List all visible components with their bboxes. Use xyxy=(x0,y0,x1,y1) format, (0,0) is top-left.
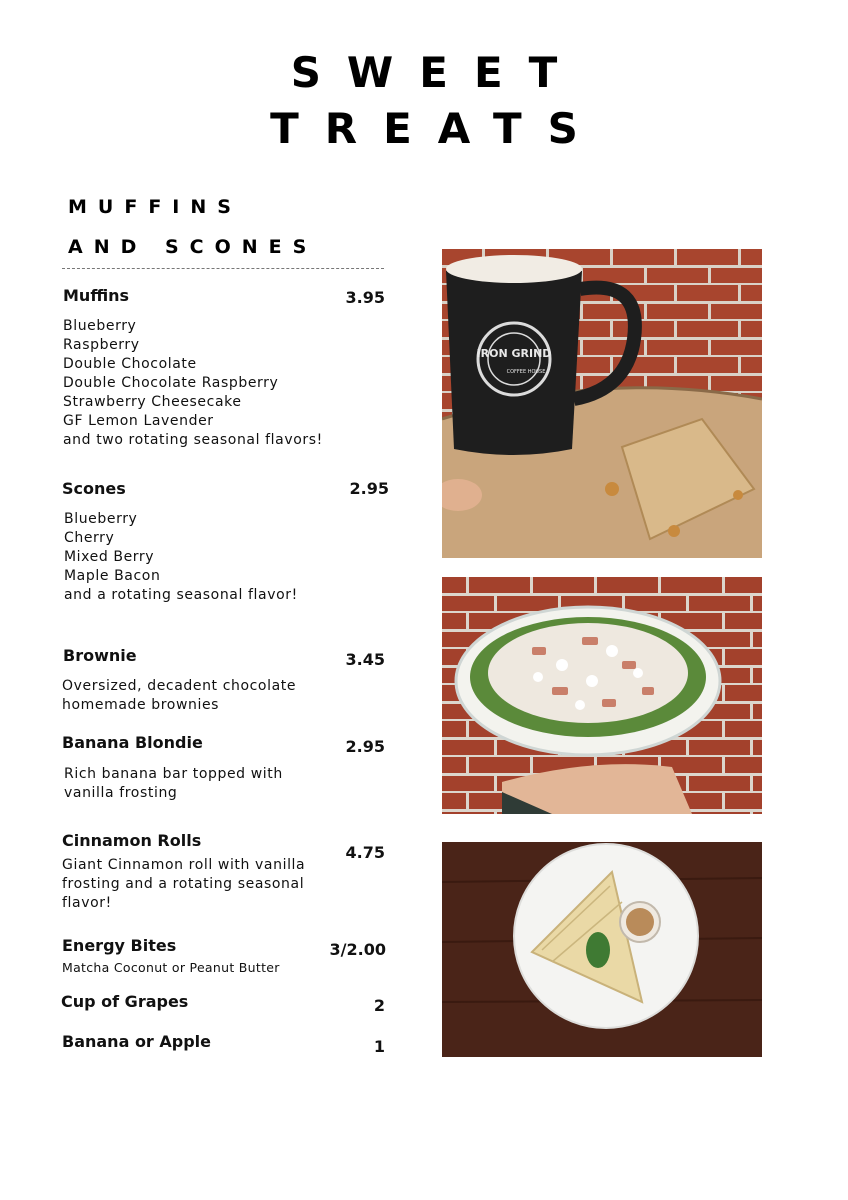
description-line: Rich banana bar topped with xyxy=(64,766,283,782)
banana-blondie-description xyxy=(64,765,283,803)
mug-logo-text: IRON GRIND xyxy=(476,347,552,360)
item-price-banana-or-apple: 1 xyxy=(373,1037,385,1056)
list-item: and a rotating seasonal flavor! xyxy=(64,587,298,603)
list-item: Strawberry Cheesecake xyxy=(63,394,242,410)
item-name-muffins: Muffins xyxy=(63,286,130,305)
brownie-description xyxy=(62,677,296,715)
section-divider xyxy=(62,268,384,269)
item-name-scones: Scones xyxy=(62,479,126,498)
item-price-cup-of-grapes: 2 xyxy=(373,996,385,1015)
item-name-banana-blondie: Banana Blondie xyxy=(62,733,203,752)
list-item: GF Lemon Lavender xyxy=(63,413,214,429)
item-price-banana-blondie: 2.95 xyxy=(345,737,385,756)
description-line: frosting and a rotating seasonal xyxy=(62,876,305,892)
list-item: Cherry xyxy=(64,530,115,546)
list-item: Raspberry xyxy=(63,337,140,353)
list-item: Mixed Berry xyxy=(64,549,155,565)
list-item: Blueberry xyxy=(63,318,137,334)
cinnamon-rolls-description xyxy=(62,856,305,913)
description-line: flavor! xyxy=(62,895,112,911)
description-line: homemade brownies xyxy=(62,697,220,713)
section-heading-line1: MUFFINS xyxy=(68,196,242,218)
scones-flavor-list xyxy=(64,510,298,605)
item-price-energy-bites: 3/2.00 xyxy=(329,940,386,959)
page-title-line2: TREATS xyxy=(270,104,604,153)
photo-crepe-plate xyxy=(442,842,762,1057)
item-price-brownie: 3.45 xyxy=(345,650,385,669)
list-item: Maple Bacon xyxy=(64,568,161,584)
item-price-scones: 2.95 xyxy=(349,479,389,498)
description-line: vanilla frosting xyxy=(64,785,178,801)
item-name-banana-or-apple: Banana or Apple xyxy=(62,1032,212,1051)
section-heading-line2: AND SCONES xyxy=(68,236,318,258)
muffins-flavor-list xyxy=(63,317,323,450)
list-item: and two rotating seasonal flavors! xyxy=(63,432,323,448)
item-name-energy-bites: Energy Bites xyxy=(62,936,177,955)
description-line: Oversized, decadent chocolate xyxy=(62,678,297,694)
energy-bites-description: Matcha Coconut or Peanut Butter xyxy=(62,960,280,975)
item-price-muffins: 3.95 xyxy=(345,288,385,307)
page-title-line1: SWEET xyxy=(290,48,584,97)
item-name-cup-of-grapes: Cup of Grapes xyxy=(61,992,189,1011)
list-item: Double Chocolate Raspberry xyxy=(63,375,279,391)
mug-logo-subtext: COFFEE HOUSE xyxy=(506,369,546,375)
description-line: Giant Cinnamon roll with vanilla xyxy=(62,857,306,873)
item-price-cinnamon-rolls: 4.75 xyxy=(345,843,385,862)
item-name-cinnamon-rolls: Cinnamon Rolls xyxy=(62,831,202,850)
photo-salad-bowl xyxy=(442,577,762,814)
photo-mug-and-scone xyxy=(442,249,762,558)
item-name-brownie: Brownie xyxy=(63,646,137,665)
list-item: Double Chocolate xyxy=(63,356,197,372)
list-item: Blueberry xyxy=(64,511,138,527)
